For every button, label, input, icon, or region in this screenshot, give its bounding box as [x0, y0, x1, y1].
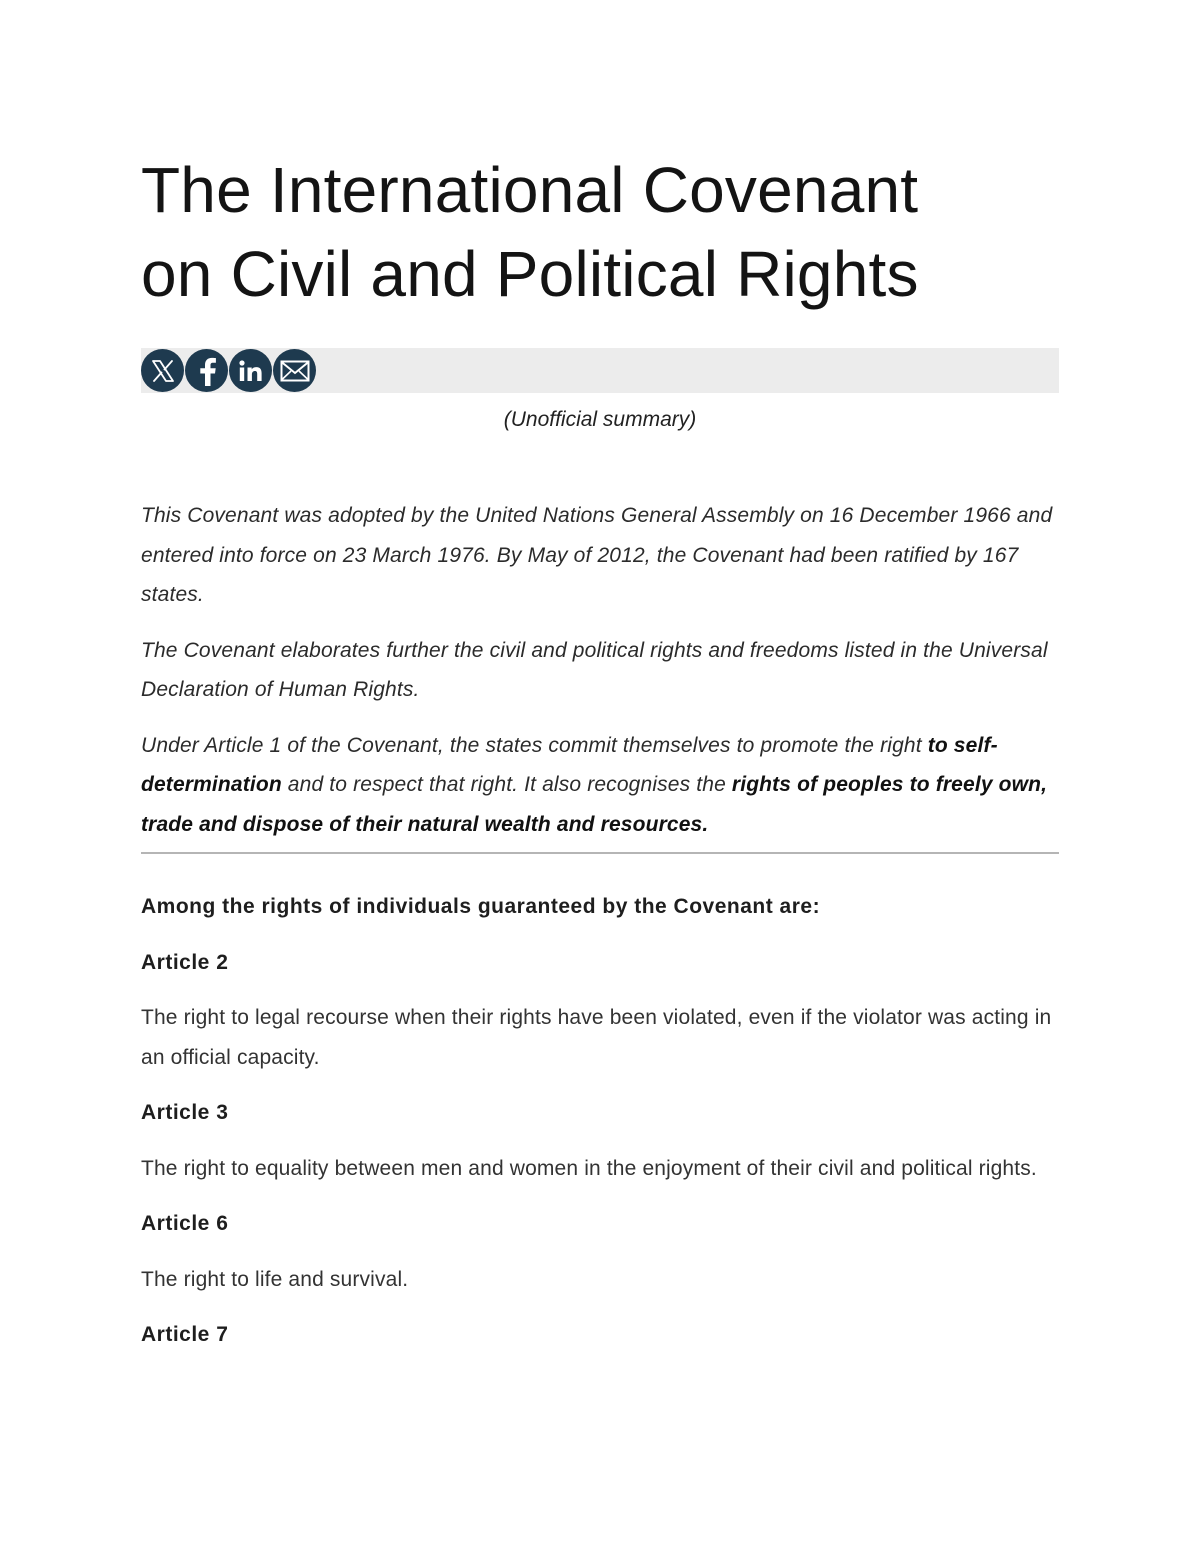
unofficial-summary-note: (Unofficial summary) [503, 408, 697, 431]
rights-lead: Among the rights of individuals guaranteed by the Covenant are: [141, 895, 821, 918]
article-text: The right to legal recourse when their rights have been violated, even if the violator was acting in an official capacity. [141, 1006, 1052, 1069]
article-heading: Article 2 [141, 950, 229, 974]
share-facebook-button[interactable] [185, 349, 228, 392]
rights-section [141, 887, 1059, 1371]
article-text: The right to equality between men and women in the enjoyment of their civil and political rights. [141, 1156, 1037, 1180]
article-text: The right to life and survival. [141, 1267, 409, 1291]
share-x-button[interactable] [141, 349, 184, 392]
email-icon [280, 360, 310, 382]
linkedin-icon [238, 359, 264, 383]
article-heading: Article 7 [141, 1323, 229, 1346]
article-heading: Article 3 [141, 1101, 229, 1124]
share-bar [141, 348, 1059, 393]
intro-p3-text-c: and to respect that right. It also recognises the [281, 773, 732, 796]
article-heading: Article 6 [141, 1212, 229, 1235]
intro-p3-bold-natural-resources: rights of peoples to freely own, trade and dispose of their natural wealth and resources. [141, 773, 1048, 836]
intro-paragraph-3 [141, 726, 1059, 845]
title-line-1: The International Covenant [141, 154, 919, 226]
section-divider [141, 852, 1059, 854]
intro-paragraph-2: The Covenant elaborates further the civil and political rights and freedoms listed in the Universal Declaration of Human Rights. [141, 638, 1048, 701]
share-email-button[interactable] [273, 349, 316, 392]
title-line-2: on Civil and Political Rights [141, 238, 919, 310]
facebook-icon [197, 356, 217, 386]
intro-p3-bold-self-determination: to self-determination [141, 733, 998, 796]
page-title [141, 148, 919, 316]
share-linkedin-button[interactable] [229, 349, 272, 392]
intro-paragraph-1: This Covenant was adopted by the United Nations General Assembly on 16 December 1966 and entered into force on 23 March 1976. By May of 2012, the Covenant had been ratified by 167 states. [141, 504, 1053, 606]
x-logo-icon [150, 359, 176, 383]
intro-section [141, 496, 1059, 860]
intro-p3-text-a: Under Article 1 of the Covenant, the states commit themselves to promote the right [141, 733, 928, 757]
